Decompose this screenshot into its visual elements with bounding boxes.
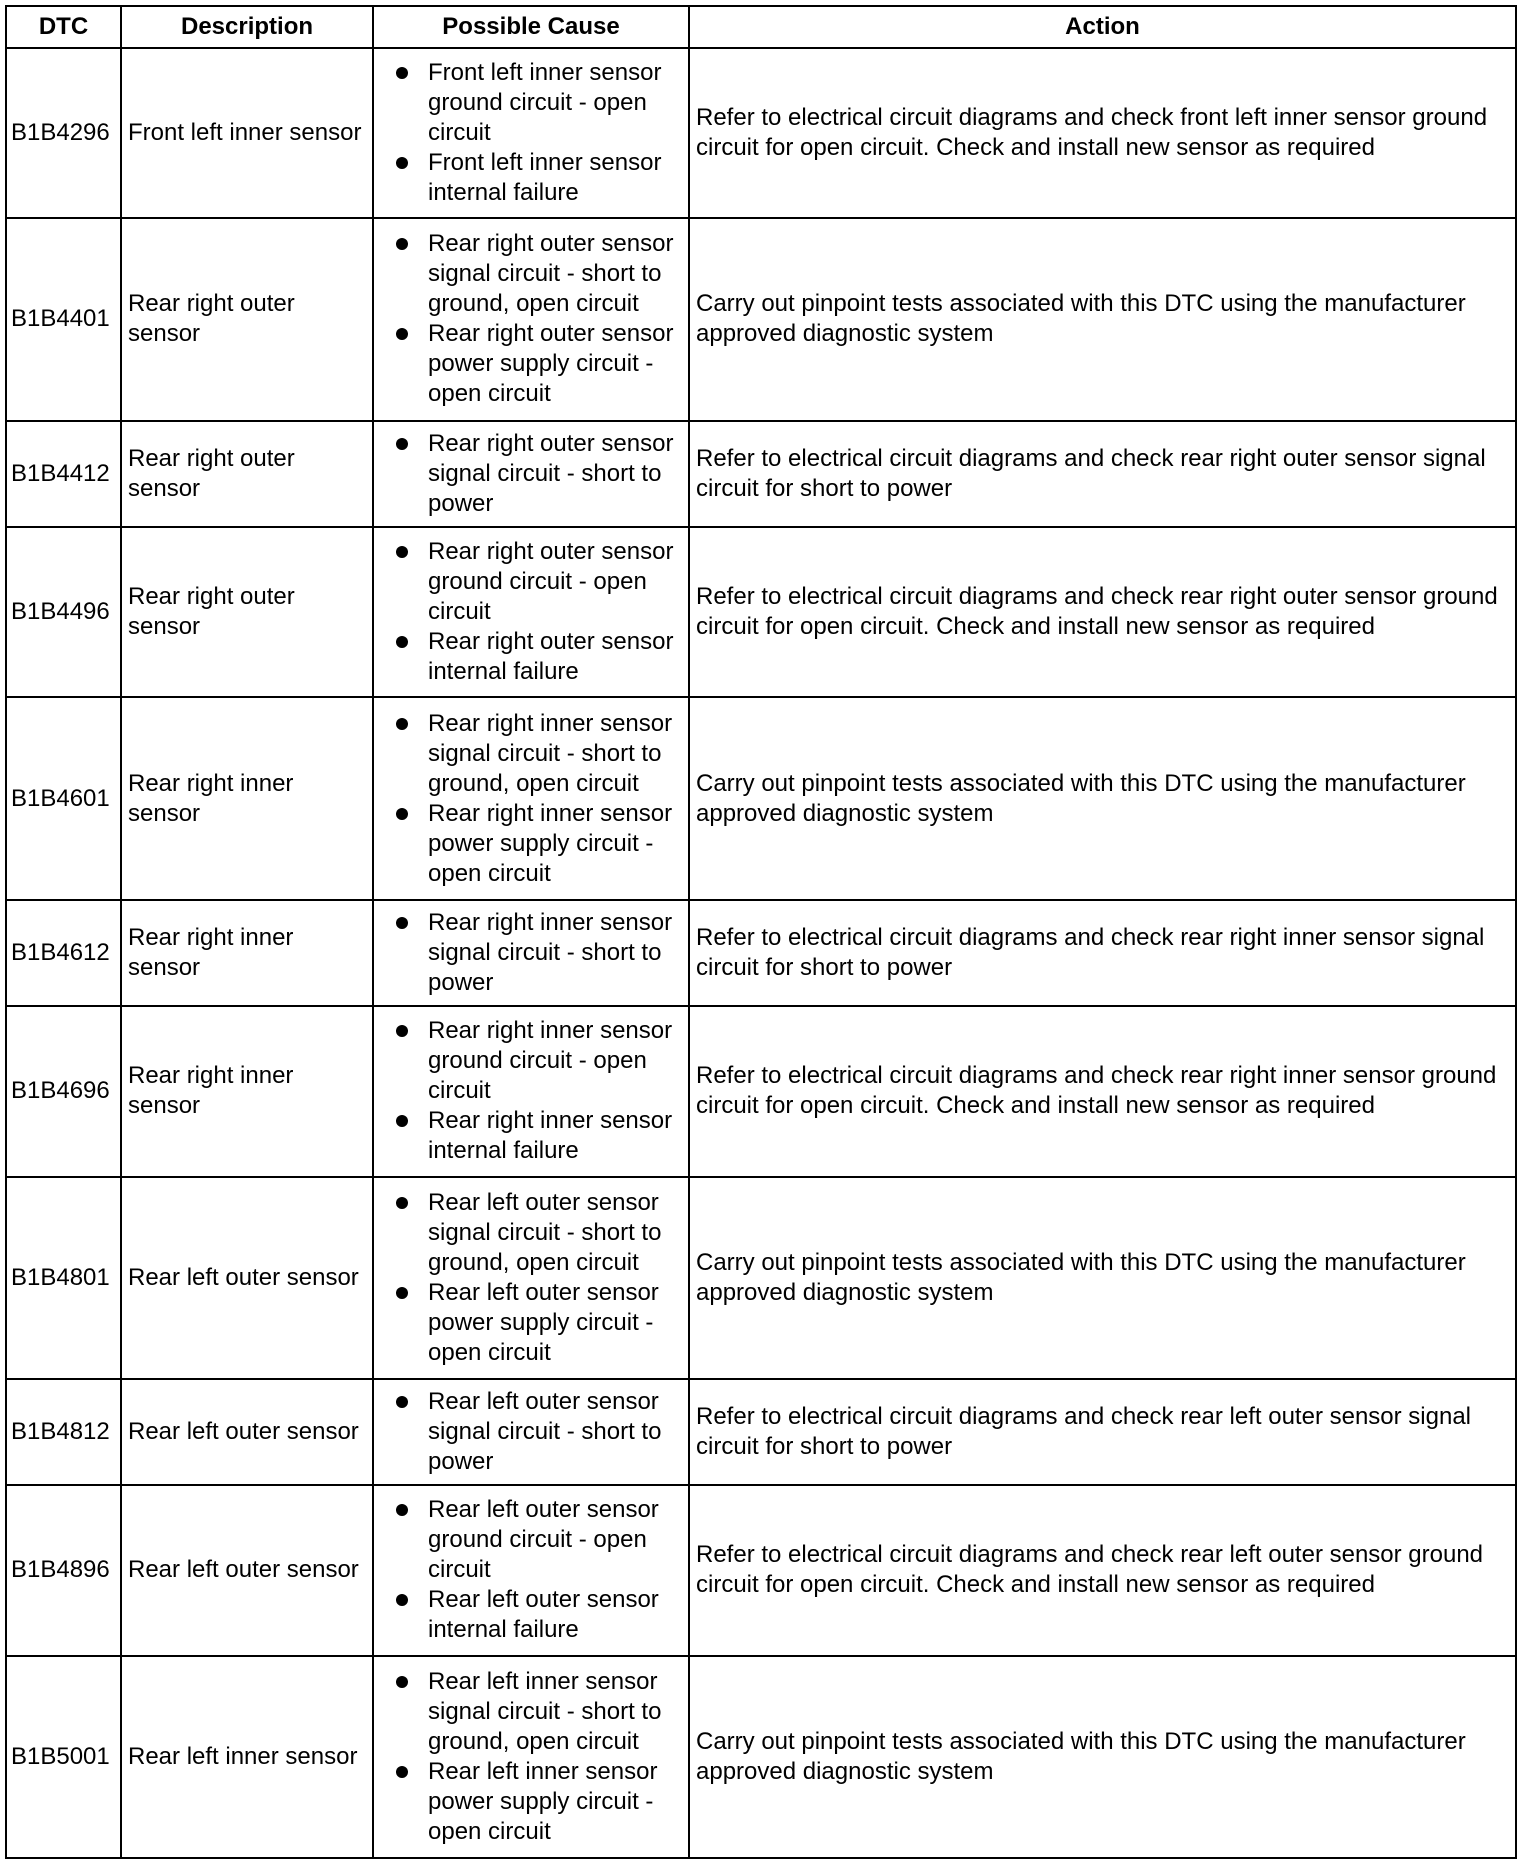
action-text: Refer to electrical circuit diagrams and check rear left outer sensor signal circuit for short to power — [689, 1379, 1516, 1485]
bullet-icon — [396, 1396, 408, 1408]
action-text: Carry out pinpoint tests associated with this DTC using the manufacturer approved diagnostic system — [689, 1177, 1516, 1379]
bullet-icon — [396, 1676, 408, 1688]
list-item — [374, 229, 680, 319]
list-item — [374, 1495, 680, 1585]
list-item — [374, 1016, 680, 1106]
dtc-code: B1B4612 — [6, 900, 121, 1006]
possible-cause-cell — [373, 697, 689, 899]
bullet-icon — [396, 1594, 408, 1606]
possible-cause-cell — [373, 48, 689, 218]
possible-cause-text: Rear right outer sensor signal circuit - short to power — [428, 429, 674, 517]
action-text: Refer to electrical circuit diagrams and check rear right outer sensor ground circuit for open circuit. Check and install new sensor as required — [689, 527, 1516, 697]
possible-cause-text: Rear right outer sensor signal circuit - short to ground, open circuit — [428, 230, 674, 318]
dtc-description: Rear right outer sensor — [121, 527, 373, 697]
possible-cause-cell — [373, 1006, 689, 1176]
dtc-description: Rear right inner sensor — [121, 1006, 373, 1176]
dtc-description: Rear right outer sensor — [121, 218, 373, 420]
action-text: Refer to electrical circuit diagrams and check rear right inner sensor signal circuit for short to power — [689, 900, 1516, 1006]
dtc-description: Rear left outer sensor — [121, 1379, 373, 1485]
list-item — [374, 319, 680, 409]
bullet-icon — [396, 917, 408, 929]
action-text: Carry out pinpoint tests associated with this DTC using the manufacturer approved diagnostic system — [689, 697, 1516, 899]
list-item — [374, 1106, 680, 1166]
dtc-description: Rear left inner sensor — [121, 1656, 373, 1858]
bullet-icon — [396, 718, 408, 730]
dtc-description: Rear right outer sensor — [121, 421, 373, 527]
possible-cause-text: Rear right outer sensor ground circuit - open circuit — [428, 538, 674, 626]
table-row — [6, 218, 1516, 420]
dtc-description: Front left inner sensor — [121, 48, 373, 218]
list-item — [374, 799, 680, 889]
possible-cause-list — [374, 1387, 680, 1477]
table-row — [6, 527, 1516, 697]
possible-cause-text: Rear right outer sensor internal failure — [428, 628, 674, 686]
table-row — [6, 697, 1516, 899]
list-item — [374, 58, 680, 148]
possible-cause-list — [374, 537, 680, 687]
action-text: Carry out pinpoint tests associated with this DTC using the manufacturer approved diagnostic system — [689, 218, 1516, 420]
dtc-description: Rear right inner sensor — [121, 697, 373, 899]
possible-cause-list — [374, 58, 680, 208]
list-item — [374, 908, 680, 998]
list-item — [374, 1387, 680, 1477]
action-text: Refer to electrical circuit diagrams and check rear left outer sensor ground circuit for open circuit. Check and install new sensor as required — [689, 1485, 1516, 1655]
bullet-icon — [396, 546, 408, 558]
dtc-description: Rear right inner sensor — [121, 900, 373, 1006]
dtc-code: B1B4401 — [6, 218, 121, 420]
dtc-code: B1B5001 — [6, 1656, 121, 1858]
header-possible-cause: Possible Cause — [373, 6, 689, 48]
possible-cause-cell — [373, 421, 689, 527]
header-action: Action — [689, 6, 1516, 48]
possible-cause-cell — [373, 1485, 689, 1655]
dtc-code: B1B4296 — [6, 48, 121, 218]
possible-cause-cell — [373, 218, 689, 420]
table-row — [6, 48, 1516, 218]
possible-cause-text: Rear left outer sensor signal circuit - short to ground, open circuit — [428, 1188, 662, 1276]
bullet-icon — [396, 328, 408, 340]
possible-cause-text: Rear right inner sensor ground circuit - open circuit — [428, 1017, 673, 1105]
action-text: Refer to electrical circuit diagrams and check rear right outer sensor signal circuit for short to power — [689, 421, 1516, 527]
list-item — [374, 1667, 680, 1757]
action-text: Refer to electrical circuit diagrams and check rear right inner sensor ground circuit for open circuit. Check and install new sensor as required — [689, 1006, 1516, 1176]
list-item — [374, 1188, 680, 1278]
possible-cause-list — [374, 229, 680, 409]
list-item — [374, 537, 680, 627]
possible-cause-text: Front left inner sensor internal failure — [428, 149, 662, 207]
possible-cause-text: Rear right inner sensor internal failure — [428, 1107, 673, 1165]
list-item — [374, 709, 680, 799]
table-row — [6, 1177, 1516, 1379]
bullet-icon — [396, 1197, 408, 1209]
list-item — [374, 1585, 680, 1645]
table-row — [6, 421, 1516, 527]
table-row — [6, 1379, 1516, 1485]
possible-cause-text: Rear left outer sensor ground circuit - open circuit — [428, 1496, 659, 1584]
possible-cause-text: Rear left inner sensor signal circuit - short to ground, open circuit — [428, 1667, 662, 1755]
possible-cause-text: Front left inner sensor ground circuit - open circuit — [428, 59, 662, 147]
bullet-icon — [396, 1504, 408, 1516]
dtc-code: B1B4812 — [6, 1379, 121, 1485]
possible-cause-cell — [373, 900, 689, 1006]
dtc-code: B1B4601 — [6, 697, 121, 899]
possible-cause-cell — [373, 1379, 689, 1485]
bullet-icon — [396, 1766, 408, 1778]
table-header-row — [6, 6, 1516, 48]
dtc-code: B1B4801 — [6, 1177, 121, 1379]
list-item — [374, 1278, 680, 1368]
bullet-icon — [396, 808, 408, 820]
dtc-code: B1B4496 — [6, 527, 121, 697]
dtc-code: B1B4412 — [6, 421, 121, 527]
dtc-description: Rear left outer sensor — [121, 1485, 373, 1655]
list-item — [374, 148, 680, 208]
possible-cause-text: Rear left outer sensor power supply circuit - open circuit — [428, 1278, 659, 1366]
possible-cause-list — [374, 709, 680, 889]
possible-cause-text: Rear right inner sensor signal circuit - short to power — [428, 908, 673, 996]
possible-cause-cell — [373, 527, 689, 697]
dtc-table — [5, 5, 1517, 1859]
bullet-icon — [396, 1115, 408, 1127]
possible-cause-list — [374, 1188, 680, 1368]
possible-cause-cell — [373, 1177, 689, 1379]
table-row — [6, 1656, 1516, 1858]
possible-cause-list — [374, 1667, 680, 1847]
possible-cause-list — [374, 1016, 680, 1166]
action-text: Refer to electrical circuit diagrams and check front left inner sensor ground circuit for open circuit. Check and install new sensor as required — [689, 48, 1516, 218]
bullet-icon — [396, 67, 408, 79]
table-row — [6, 900, 1516, 1006]
header-dtc: DTC — [6, 6, 121, 48]
possible-cause-text: Rear right inner sensor signal circuit - short to ground, open circuit — [428, 709, 673, 797]
action-text: Carry out pinpoint tests associated with this DTC using the manufacturer approved diagnostic system — [689, 1656, 1516, 1858]
dtc-code: B1B4696 — [6, 1006, 121, 1176]
possible-cause-text: Rear left outer sensor signal circuit - short to power — [428, 1388, 662, 1476]
possible-cause-text: Rear left inner sensor power supply circuit - open circuit — [428, 1757, 658, 1845]
list-item — [374, 1757, 680, 1847]
header-description: Description — [121, 6, 373, 48]
list-item — [374, 429, 680, 519]
table-body — [6, 48, 1516, 1858]
possible-cause-text: Rear left outer sensor internal failure — [428, 1586, 659, 1644]
bullet-icon — [396, 438, 408, 450]
table-row — [6, 1006, 1516, 1176]
bullet-icon — [396, 1287, 408, 1299]
possible-cause-list — [374, 429, 680, 519]
possible-cause-cell — [373, 1656, 689, 1858]
bullet-icon — [396, 238, 408, 250]
dtc-code: B1B4896 — [6, 1485, 121, 1655]
list-item — [374, 627, 680, 687]
possible-cause-list — [374, 908, 680, 998]
possible-cause-text: Rear right inner sensor power supply circuit - open circuit — [428, 799, 673, 887]
bullet-icon — [396, 1025, 408, 1037]
possible-cause-text: Rear right outer sensor power supply circuit - open circuit — [428, 320, 674, 408]
bullet-icon — [396, 636, 408, 648]
table-row — [6, 1485, 1516, 1655]
possible-cause-list — [374, 1495, 680, 1645]
bullet-icon — [396, 157, 408, 169]
dtc-description: Rear left outer sensor — [121, 1177, 373, 1379]
